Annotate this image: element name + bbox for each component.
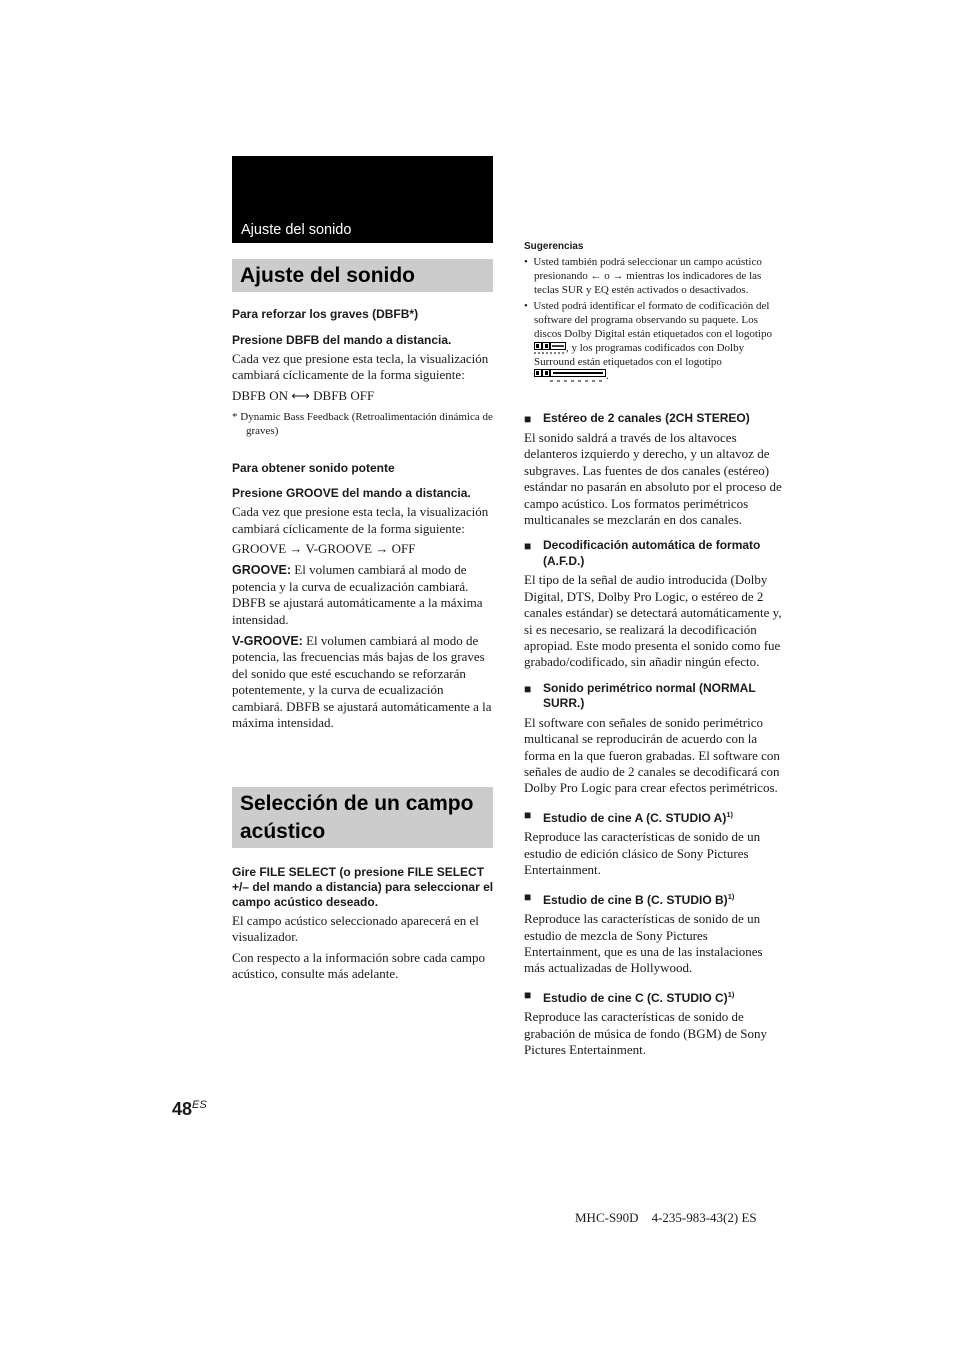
mode-text: Reproduce las características de sonido de un estudio de edición clásico de Sony Pictures Entertainment. [524, 829, 761, 878]
dbfb-sequence [232, 388, 494, 404]
dbfb-footnote: * Dynamic Bass Feedback (Retroalimentación dinámica de graves) [232, 411, 493, 438]
dbfb-text: Cada vez que presione esta tecla, la visualización cambiará cíclicamente de la forma siguiente: [232, 351, 489, 383]
mode-item [524, 538, 786, 670]
left-column [232, 307, 494, 732]
bullet-mark: • [524, 300, 528, 312]
double-arrow-icon: ⟷ [291, 387, 310, 403]
mode-item [524, 411, 786, 528]
dbfb-heading: Para reforzar los graves (DBFB*) [232, 307, 419, 321]
dolby-surround-logo-icon [534, 369, 606, 383]
mode-text: El software con señales de sonido perimétrico multicanal se reproducirán de acuerdo con la forma en la que fueron grabadas. El software con señales de audio de 2 canales se decodificará con Dolby Pro Logic para crear efectos perimétricos. [524, 714, 780, 796]
groove-text: Cada vez que presione esta tecla, la visualización cambiará cíclicamente de la forma siguiente: [232, 504, 489, 536]
groove-heading: Para obtener sonido potente [232, 461, 395, 476]
section-title-seleccion: Selección de un campo acústico [232, 787, 493, 848]
groove-desc: El volumen cambiará al modo de potencia y la curva de ecualización cambiará. DBFB se ajustará automáticamente a la máxima intensidad. [232, 562, 483, 627]
footnote-ref: 1) [727, 989, 735, 999]
mode-text: El tipo de la señal de audio introducida (Dolby Digital, DTS, Dolby Pro Logic, o estéreo de 2 canales estándar) se detectará automáticamente y, si es necesario, se realizará la decodificación apropiad. Este modo presenta el sonido como fue grabado/codificado, sin añadir ningún efecto. [524, 572, 782, 670]
mode-heading: ■ Sonido perimétrico normal (NORMAL SURR.) [524, 680, 756, 711]
mode-item [524, 807, 786, 879]
arrow-left-icon: ← [590, 270, 602, 282]
square-bullet-icon: ■ [524, 681, 532, 696]
square-bullet-icon: ■ [524, 889, 532, 904]
square-bullet-icon: ■ [524, 412, 532, 427]
groove-seq-1: GROOVE [232, 541, 287, 557]
square-bullet-icon: ■ [524, 539, 532, 554]
file-select-instruction: Gire FILE SELECT (o presione FILE SELECT +/– del mando a distancia) para seleccionar el campo acústico deseado. [232, 865, 494, 909]
mode-heading: ■ Estudio de cine B (C. STUDIO B)$^{1)}$ [524, 889, 735, 907]
square-bullet-icon: ■ [524, 807, 532, 822]
square-bullet-icon: ■ [524, 987, 532, 1002]
dbfb-on-label: DBFB ON [232, 387, 288, 403]
groove-seq-2: V-GROOVE [305, 541, 373, 557]
page-number: $48^{ES}$ [172, 1099, 207, 1119]
mode-text: Reproduce las características de sonido de grabación de música de fondo (BGM) de Sony Pictures Entertainment. [524, 1009, 767, 1058]
model-code: MHC-S90D 4-235-983-43(2) ES [575, 1210, 757, 1225]
section-header-block [232, 156, 493, 243]
vgroove-desc: El volumen cambiará al modo de potencia, las frecuencias más bajas de los graves del sonido que esté escuchando se reforzarán potentemente, y la curva de ecualización cambiará. DBFB se ajustará automáticamente a la máxima intensidad. [232, 633, 492, 731]
tip-bullet-1: • Usted también podrá seleccionar un campo acústico presionando ← o → mientras los indicadores de las teclas SUR y EQ estén activados o desactivados. [524, 256, 762, 296]
groove-instruction: Presione GROOVE del mando a distancia. [232, 486, 471, 501]
groove-seq-3: OFF [391, 541, 416, 557]
dbfb-off-label: DBFB OFF [313, 387, 375, 403]
tips-title: Sugerencias [524, 241, 584, 252]
mode-text: El sonido saldrá a través de los altavoces delanteros izquierdo y derecho, y un altavoz de subgraves. Las fuentes de dos canales (estéreo) estándar no pasarán en absoluto por el proceso de campo acústico. Los formatos perimétricos multicanales se mezclarán en dos canales. [524, 429, 782, 527]
mode-item [524, 889, 786, 977]
left-column-section2 [232, 865, 494, 983]
mode-heading: ■ Estéreo de 2 canales (2CH STEREO) [524, 411, 750, 427]
page-number-suffix: ES [192, 1099, 207, 1111]
mode-heading: ■ Decodificación automática de formato (A.F.D.) [524, 538, 761, 568]
vgroove-definition [232, 633, 494, 731]
arrow-right-icon: → [375, 541, 389, 557]
section-header-label: Ajuste del sonido [241, 222, 352, 238]
groove-term: GROOVE: [232, 563, 292, 578]
groove-sequence [232, 541, 494, 557]
dolby-digital-logo-icon [534, 342, 566, 355]
mode-heading: ■ Estudio de cine C (C. STUDIO C)$^{1)}$ [524, 987, 735, 1005]
groove-definition [232, 562, 494, 628]
dbfb-instruction: Presione DBFB del mando a distancia. [232, 333, 452, 347]
arrow-right-icon: → [612, 270, 624, 282]
bullet-mark: • [524, 256, 528, 268]
mode-text: Reproduce las características de sonido de un estudio de mezcla de Sony Pictures Entertainment, que es una de las instalaciones más actualizadas de Hollywood. [524, 911, 763, 976]
mode-heading: ■ Estudio de cine A (C. STUDIO A)$^{1)}$ [524, 807, 734, 825]
vgroove-term: V-GROOVE: [232, 634, 303, 649]
footnote-ref: 1) [726, 809, 734, 819]
tip-bullet-2: • Usted podrá identificar el formato de codificación del software del programa observando su paquete. Los discos Dolby Digital están etiquetados con el logotipo , y los programas codificados con Dolby Surround están etiquetados con el logotipo . [524, 300, 772, 382]
mode-item [524, 987, 786, 1059]
arrow-right-icon: → [289, 541, 303, 557]
right-column [524, 241, 786, 1058]
section-title-ajuste: Ajuste del sonido [232, 259, 493, 292]
footnote-ref: 1) [727, 891, 735, 901]
field-info-text: Con respecto a la información sobre cada campo acústico, consulte más adelante. [232, 949, 486, 982]
field-display-text: El campo acústico seleccionado aparecerá en el visualizador. [232, 913, 479, 945]
mode-item [524, 681, 786, 797]
